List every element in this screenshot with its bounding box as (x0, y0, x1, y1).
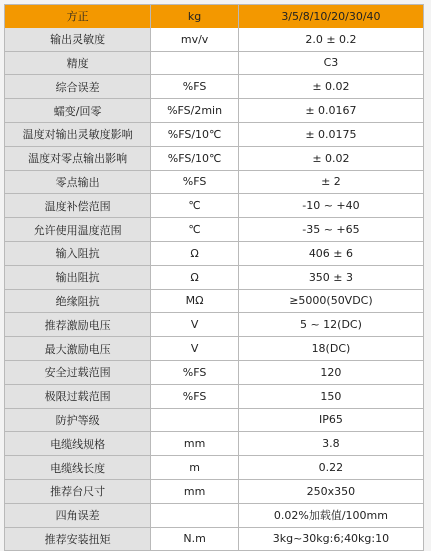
table-row (5, 361, 423, 384)
value-cell: ± 0.02 (239, 75, 423, 98)
table-body (5, 28, 423, 551)
param-name-cell: 零点输出 (5, 171, 150, 194)
value-cell: 3.8 (239, 432, 423, 455)
param-name-cell: 推荐台尺寸 (5, 480, 150, 503)
table-row (5, 337, 423, 360)
unit-cell: ℃ (151, 218, 238, 241)
table-row (5, 75, 423, 98)
param-name-cell: 精度 (5, 52, 150, 75)
header-cell-model: 方正 (5, 5, 150, 28)
unit-cell: %FS/10℃ (151, 147, 238, 170)
param-name-cell: 蠕变/回零 (5, 99, 150, 122)
param-name-cell: 温度补偿范围 (5, 194, 150, 217)
param-name-cell: 允许使用温度范围 (5, 218, 150, 241)
table-row (5, 99, 423, 122)
unit-cell: %FS (151, 385, 238, 408)
param-name-cell: 电缆线规格 (5, 432, 150, 455)
param-name-cell: 极限过载范围 (5, 385, 150, 408)
value-cell: 250x350 (239, 480, 423, 503)
param-name-cell: 最大激励电压 (5, 337, 150, 360)
unit-cell: %FS/2min (151, 99, 238, 122)
value-cell: ≥5000(50VDC) (239, 290, 423, 313)
value-cell: -35 ~ +65 (239, 218, 423, 241)
unit-cell: Ω (151, 266, 238, 289)
table-row (5, 528, 423, 551)
param-name-cell: 温度对零点输出影响 (5, 147, 150, 170)
table-row (5, 123, 423, 146)
param-name-cell: 温度对输出灵敏度影响 (5, 123, 150, 146)
table-row (5, 266, 423, 289)
unit-cell: %FS (151, 361, 238, 384)
value-cell: 3kg~30kg:6;40kg:10 (239, 528, 423, 551)
table-row (5, 432, 423, 455)
unit-cell: mm (151, 432, 238, 455)
table-row (5, 218, 423, 241)
unit-cell: mm (151, 480, 238, 503)
value-cell: -10 ~ +40 (239, 194, 423, 217)
value-cell: ± 0.0175 (239, 123, 423, 146)
param-name-cell: 防护等级 (5, 409, 150, 432)
unit-cell: %FS (151, 75, 238, 98)
unit-cell (151, 409, 238, 432)
value-cell: C3 (239, 52, 423, 75)
table-row (5, 456, 423, 479)
table-row (5, 147, 423, 170)
header-cell-capacity: 3/5/8/10/20/30/40 (239, 5, 423, 28)
unit-cell (151, 504, 238, 527)
value-cell: 5 ~ 12(DC) (239, 313, 423, 336)
value-cell: ± 0.02 (239, 147, 423, 170)
param-name-cell: 推荐安装扭矩 (5, 528, 150, 551)
unit-cell (151, 52, 238, 75)
table-row (5, 52, 423, 75)
table-row (5, 28, 423, 51)
param-name-cell: 输出阻抗 (5, 266, 150, 289)
param-name-cell: 输入阻抗 (5, 242, 150, 265)
unit-cell: N.m (151, 528, 238, 551)
value-cell: 120 (239, 361, 423, 384)
value-cell: 406 ± 6 (239, 242, 423, 265)
value-cell: ± 0.0167 (239, 99, 423, 122)
unit-cell: ℃ (151, 194, 238, 217)
table-row (5, 480, 423, 503)
value-cell: 350 ± 3 (239, 266, 423, 289)
table-row (5, 313, 423, 336)
header-cell-unit: kg (151, 5, 238, 28)
value-cell: 0.02%加载值/100mm (239, 504, 423, 527)
table-row (5, 385, 423, 408)
unit-cell: m (151, 456, 238, 479)
value-cell: 2.0 ± 0.2 (239, 28, 423, 51)
unit-cell: V (151, 313, 238, 336)
spec-table (4, 4, 424, 551)
param-name-cell: 四角误差 (5, 504, 150, 527)
param-name-cell: 电缆线长度 (5, 456, 150, 479)
table-row (5, 290, 423, 313)
table-row (5, 409, 423, 432)
unit-cell: %FS/10℃ (151, 123, 238, 146)
param-name-cell: 绝缘阻抗 (5, 290, 150, 313)
value-cell: ± 2 (239, 171, 423, 194)
table-header-row (5, 5, 423, 28)
table-row (5, 171, 423, 194)
unit-cell: V (151, 337, 238, 360)
value-cell: IP65 (239, 409, 423, 432)
param-name-cell: 综合误差 (5, 75, 150, 98)
value-cell: 150 (239, 385, 423, 408)
value-cell: 18(DC) (239, 337, 423, 360)
table-row (5, 194, 423, 217)
param-name-cell: 安全过载范围 (5, 361, 150, 384)
param-name-cell: 推荐激励电压 (5, 313, 150, 336)
unit-cell: %FS (151, 171, 238, 194)
table-row (5, 504, 423, 527)
table-row (5, 242, 423, 265)
unit-cell: MΩ (151, 290, 238, 313)
value-cell: 0.22 (239, 456, 423, 479)
unit-cell: mv/v (151, 28, 238, 51)
param-name-cell: 输出灵敏度 (5, 28, 150, 51)
unit-cell: Ω (151, 242, 238, 265)
